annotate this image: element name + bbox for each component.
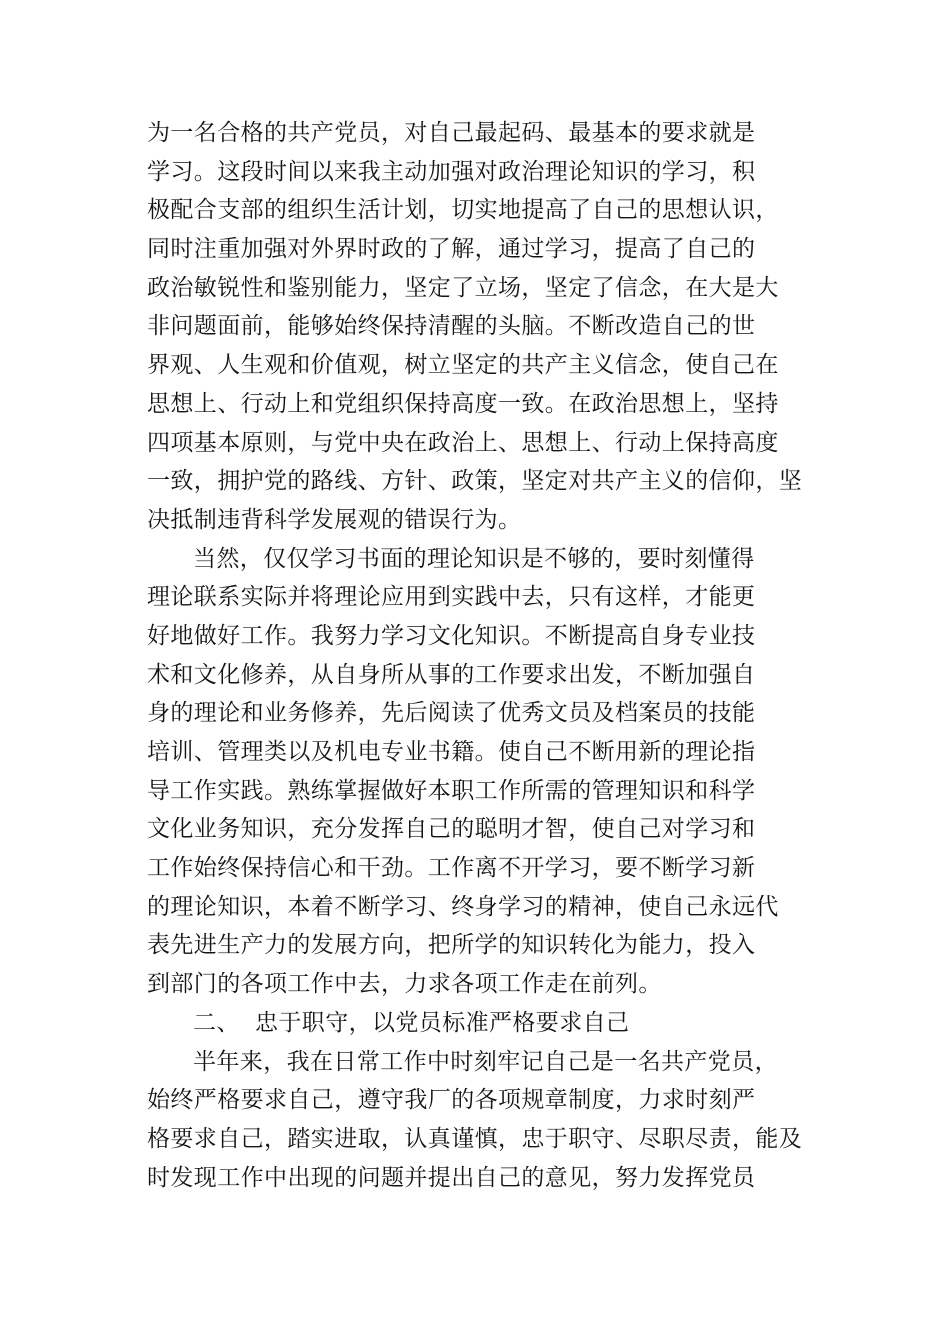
text-line: 表先进生产力的发展方向，把所学的知识转化为能力，投入 [147,932,756,959]
text-line: 培训、管理类以及机电专业书籍。使自己不断用新的理论指 [147,739,756,765]
text-line: 文化业务知识，充分发挥自己的聪明才智，使自己对学习和 [147,816,756,843]
text-line: 当然，仅仅学习书面的理论知识是不够的，要时刻懂得 [193,545,755,572]
text-line: 时发现工作中出现的问题并提出自己的意见，努力发挥党员 [147,1164,756,1191]
text-line: 非问题面前，能够始终保持清醒的头脑。不断改造自己的世 [147,313,756,340]
text-line: 四项基本原则，与党中央在政治上、思想上、行动上保持高度 [147,429,779,456]
text-line: 界观、人生观和价值观，树立坚定的共产主义信念，使自己在 [147,352,779,379]
text-line: 导工作实践。熟练掌握做好本职工作所需的管理知识和科学 [147,777,756,804]
text-line: 术和文化修养，从自身所从事的工作要求出发，不断加强自 [147,661,756,688]
text-line: 同时注重加强对外界时政的了解，通过学习，提高了自己的 [147,236,756,263]
text-line: 为一名合格的共产党员，对自己最起码、最基本的要求就是 [147,120,756,146]
text-line: 格要求自己，踏实进取，认真谨慎，忠于职守、尽职尽责，能及 [147,1125,803,1152]
text-line: 工作始终保持信心和干劲。工作离不开学习，要不断学习新 [147,855,756,882]
text-line: 思想上、行动上和党组织保持高度一致。在政治思想上，坚持 [147,390,779,417]
paragraph-duty [147,1043,837,1198]
paragraph-study-theory [147,114,837,540]
text-line: 好地做好工作。我努力学习文化知识。不断提高自身专业技 [147,622,756,649]
text-line: 一致，拥护党的路线、方针、政策，坚定对共产主义的信仰，坚 [147,468,803,495]
section-heading [147,1004,837,1043]
text-line: 半年来，我在日常工作中时刻牢记自己是一名共产党员， [193,1048,778,1075]
section-title: 忠于职守，以党员标准严格要求自己 [255,1009,630,1036]
text-line: 到部门的各项工作中去，力求各项工作走在前列。 [147,971,662,998]
document-body [147,114,837,1197]
text-line: 理论联系实际并将理论应用到实践中去，只有这样，才能更 [147,584,756,611]
text-line: 身的理论和业务修养，先后阅读了优秀文员及档案员的技能 [147,700,756,727]
text-line: 极配合支部的组织生活计划，切实地提高了自己的思想认识， [147,197,779,224]
text-line: 的理论知识，本着不断学习、终身学习的精神，使自己永远代 [147,893,779,920]
text-line: 始终严格要求自己，遵守我厂的各项规章制度，力求时刻严 [147,1087,756,1114]
text-line: 政治敏锐性和鉴别能力，坚定了立场，坚定了信念，在大是大 [147,274,779,301]
paragraph-theory-practice [147,540,837,1004]
text-line: 学习。这段时间以来我主动加强对政治理论知识的学习，积 [147,158,756,185]
section-number: 二、 [193,1009,240,1036]
text-line: 决抵制违背科学发展观的错误行为。 [147,506,522,533]
